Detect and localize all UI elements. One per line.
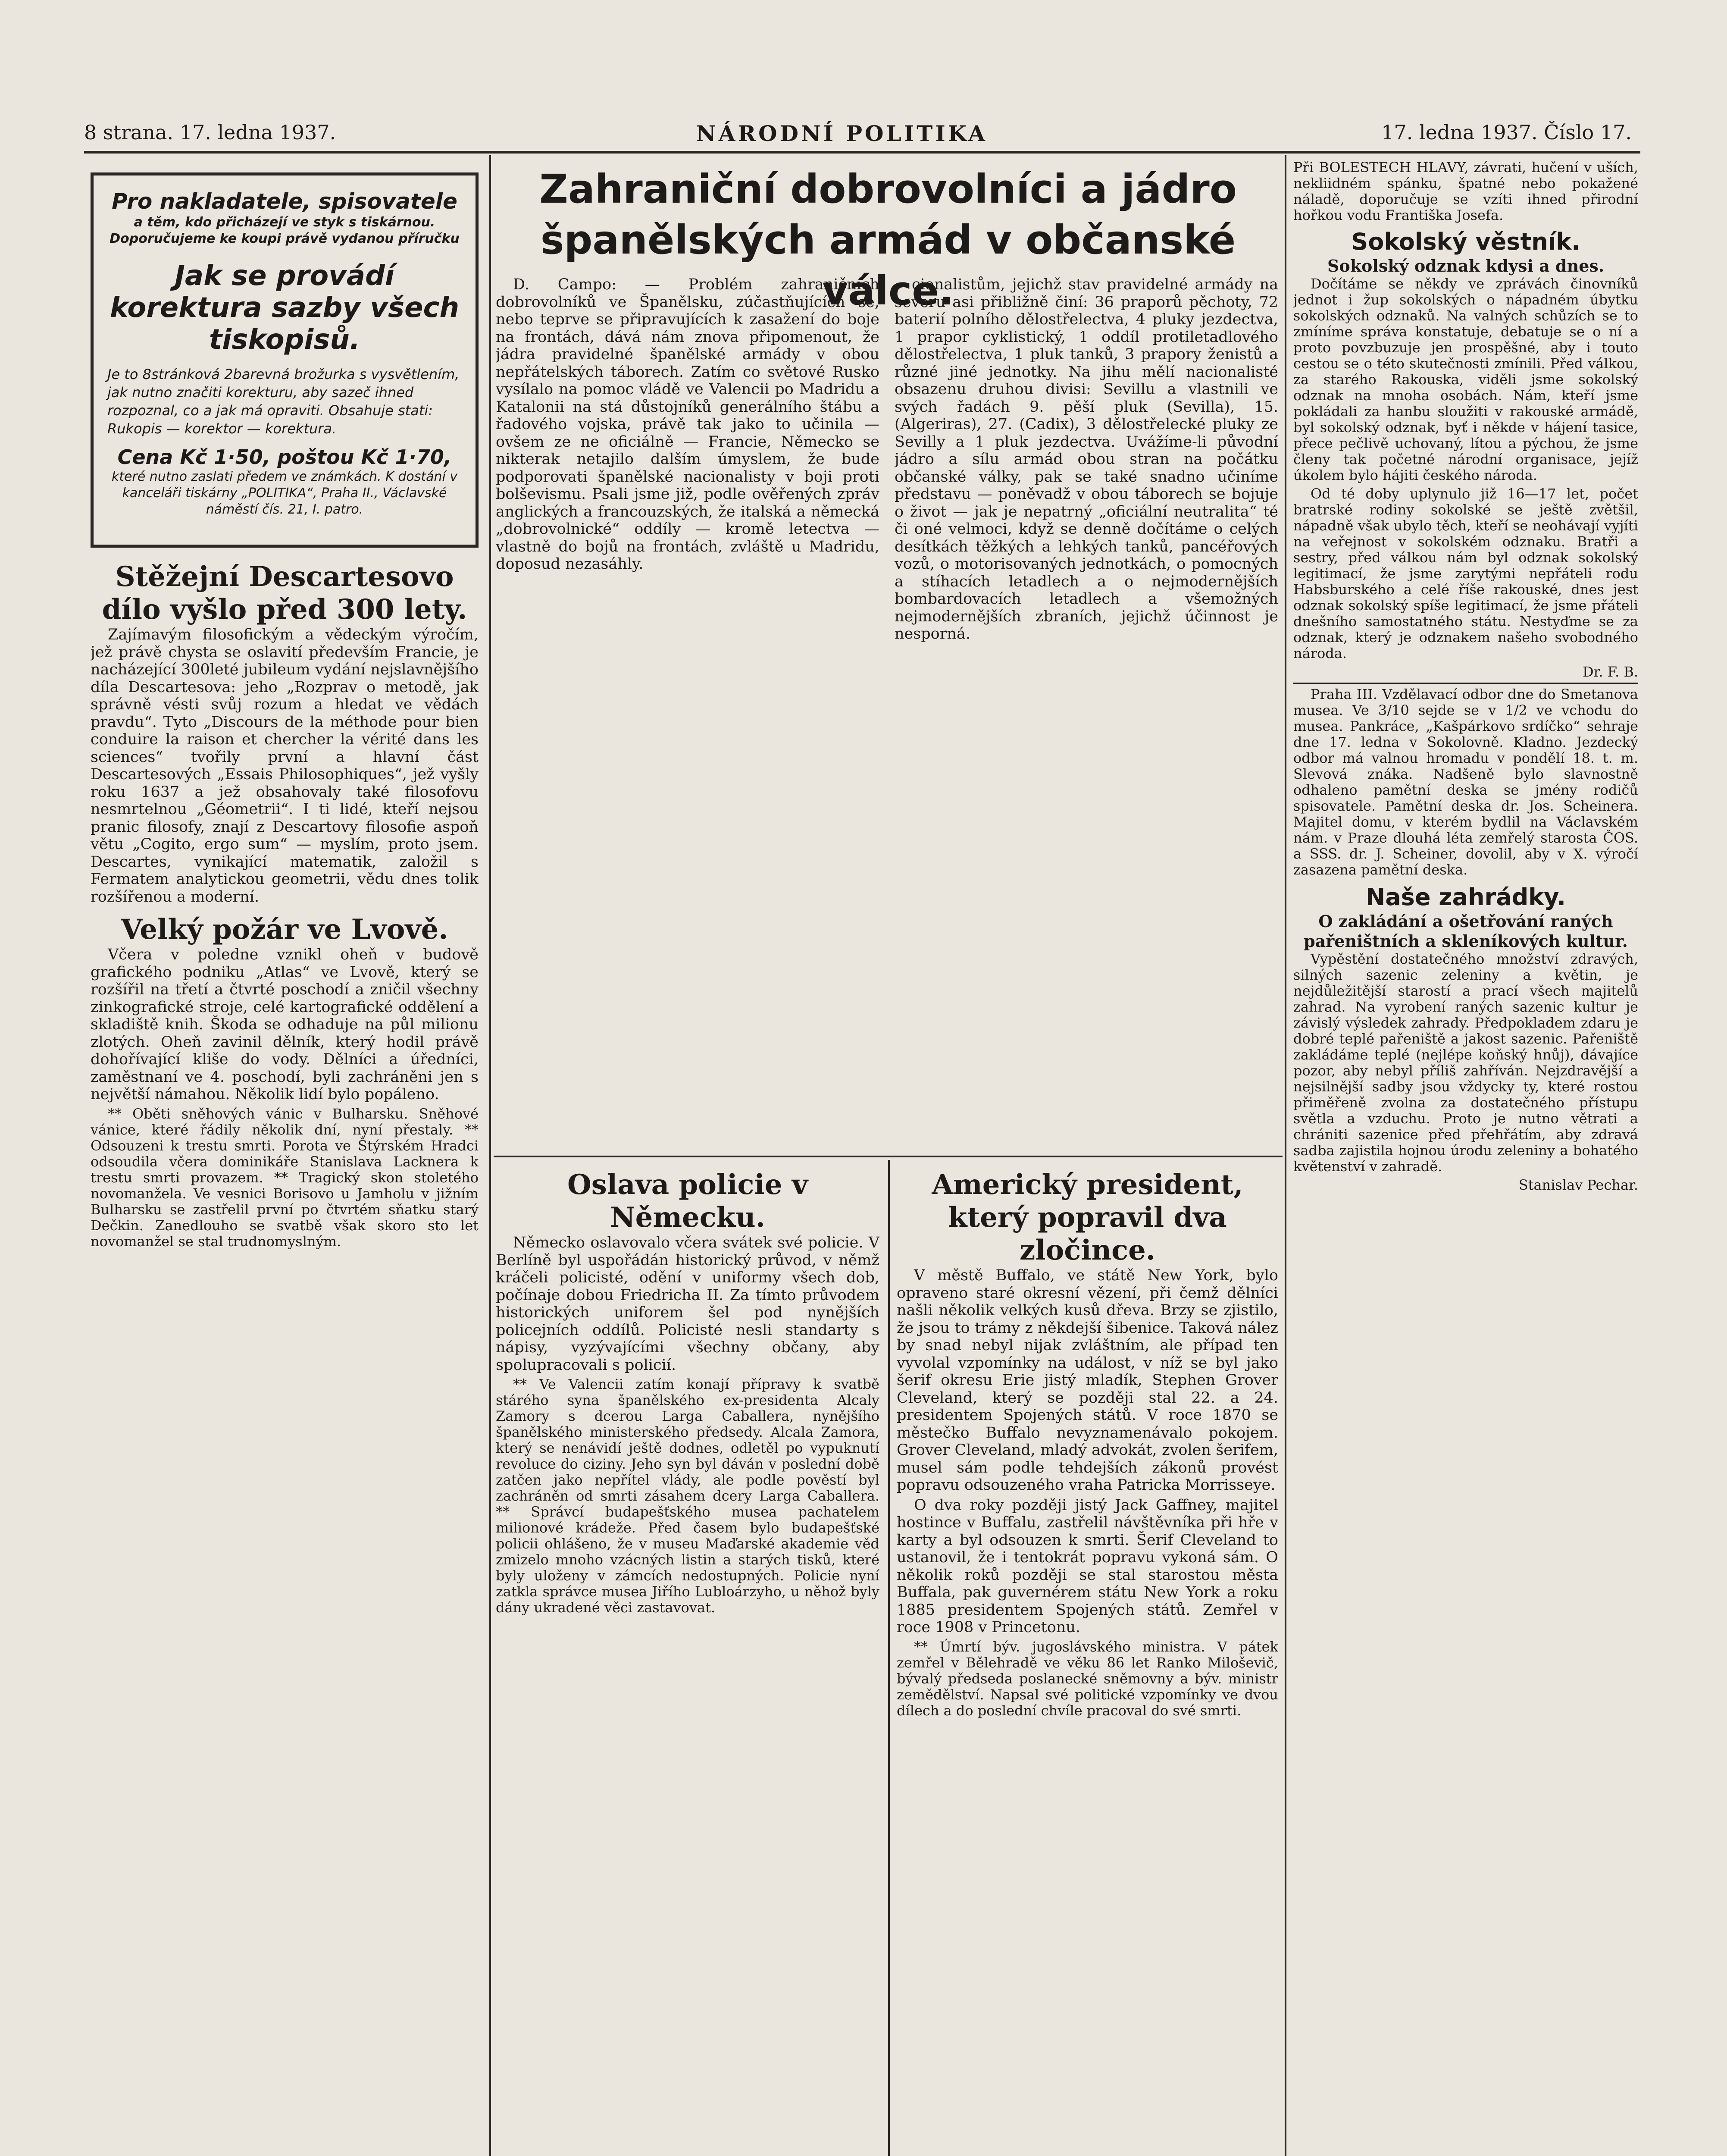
police-headline: Oslava policie v Německu. [567, 1169, 808, 1234]
minister-brief: ** Úmrtí býv. jugoslávského ministra. V pátek zemřel v Bělehradě ve věku 86 let Ranko Miloševič, bývalý předseda poslanecké sněmovny a býv. ministr zemědělství. Napsal své politické vzpomínky ve dvou dílech a do poslední chvíle pracoval do své smrti. [897, 1638, 1278, 1719]
section-rule-middle [494, 1156, 1283, 1157]
main-article-text-right: cionalistům, jejichž stav pravidelné armády na severu asi přibližně činí: 36 praporů pěchoty, 72 baterií polního dělostřelectva, 4 pluky jezdectva, 1 prapor cyklistický, 1 oddíl protiletadlového dělostřelectva, 1 pluk tanků, 3 prapory ženistů a různé jiné jednotky. Na jihu mělí nacionalisté obsazenu druhou divisi: Sevillu a vlastnili ve svých řadách 9. pěší pluk (Sevilla), 15. (Algeriras), 27. (Cadix), 3 dělostřelecké pluky ze Sevilly a 1 pluk jezdectva. Uvážíme-li původní jádro a sílu armád obou stran na počátku občanské války, pak se také snadno učiníme představu — poněvadž v obou táborech se bojuje o život — jak je nepatrný „oficiální neutralita“ té či oné velmoci, když se denně dočítáme o celých desítkách těžkých a lehkých tanků, pancéřových vozů, o motorisovaných jednotkách, o pomocných a stíhacích letadlech a o nejmodernějších bombardovacích letadlech a všemožných nejmodernějších zbraních, jejichž účinnost je nesporná. [895, 276, 1278, 642]
ad-title: Jak se provádí korektura sazby všech tiskopisů. [110, 260, 460, 356]
masthead-page-date: 8 strana. 17. ledna 1937. [84, 121, 336, 144]
descartes-headline: Stěžejní Descartesovo dílo vyšlo před 300 lety. [102, 561, 467, 626]
valencia-briefs: ** Ve Valencii zatím konají přípravy k svatbě stárého syna španělského ex-presidenta Alcaly Zamory s dcerou Larga Caballera, nynějšího španělského ministerského předsedy. Alcala Zamora, který se nenávidí ještě dodnes, odletěl po vypuknutí revoluce do ciziny. Jeho syn byl dáván v poslední době zatčen jako nepřítel vlády, ale podle pověstí byl zachráněn od smrti zásahem dcery Larga Caballera. ** Správcí budapešťského musea pachatelem milionové krádeže. Před časem bylo budapešťské policii ohlášeno, že v museu Maďarské akademie věd zmizelo mnoho vzácných listin a starých tisků, které byly uloženy v zámcích nedostupných. Policie nyní zatkla správce musea Jiřího Lubloárzyho, u něhož byly dány ukradené věci zastavovat. [496, 1376, 879, 1616]
main-headline: Zahraniční dobrovolníci a jádro španělských armád v občanské válce. [539, 166, 1237, 314]
sokol-headline: Sokolský věstník. [1351, 228, 1580, 255]
fire-headline: Velký požár ve Lvově. [121, 913, 448, 946]
ad-price: Cena Kč 1·50, poštou Kč 1·70, [117, 445, 452, 469]
sokol-rule [1293, 683, 1638, 684]
masthead [84, 121, 1640, 151]
sokol-signature: Dr. F. B. [1582, 664, 1638, 680]
masthead-rule [84, 151, 1640, 154]
ad-headline: Pro nakladatele, spisovatele [112, 189, 457, 214]
garden-signature: Stanislav Pechar. [1518, 1177, 1638, 1193]
garden-article: Vypěstění dostatečného množství zdravých, silných sazenic zeleniny a květin, je nejdůležitější starostí a prací všech majitelů zahrad. Na vyrobení raných sazenic kultur je závislý výsledek zahrady. Předpokladem zdaru je dobré teplé pařeniště a jakost sazenic. Pařeniště zakládáme teplé (nejlépe koňský hnůj), dávajíce pozor, aby nebyl příliš zahříván. Nejzdravější a nejsilnější sadby jsou vždycky ty, které rostou přiměřeně zvolna za dostatečného přístupu světla a vzduchu. Proto je nutno větrati a chrániti sazenice před přehřátím, aby zdravá sadba zajistila hojnou úrodu zeleniny a bohatého květenství v zahradě. [1293, 951, 1638, 1175]
column-rule-2 [888, 1160, 890, 2156]
sokol-article: Dočítáme se někdy ve zprávách činovníků jednot i žup sokolských o nápadném úbytku sokolských odznaků. Na valných schůzích se to zmíníme správa konstatuje, debatuje se o ní a proto povzbuzuje jen prospěšné, aby i touto cestou se o této skutečnosti zmínili. Před válkou, za starého Rakouska, viděli jsme sokolský odznak na mnoha osobách. Nám, kteří jsme pokládali za hanbu sloužiti v rakouské armádě, byl sokolský odznak, byť i někde v hájení tasice, přece pečlivě uchovaný, lítou a pýchou, že jsme členy tak početné národní organisace, jejíž úkolem bylo hájiti českého národa. [1293, 276, 1638, 483]
masthead-date-issue: 17. ledna 1937. Číslo 17. [1381, 121, 1632, 144]
ad-intro: a těm, kdo přicházejí ve styk s tiskárnou. Doporučujeme ke koupi právě vydanou příručku [110, 215, 460, 246]
main-article-text-left: D. Campo: — Problém zahraničních dobrovolníků ve Španělsku, zúčastňujících se, nebo teprve se připravujících k zasažení do boje na frontách, dává nám znova připomenout, že jádra pravidelné španělské armády v obou nepřátelských táborech. Zatím co světové Rusko vysílalo na pomoc vládě ve Valencii po Madridu a Katalonii na stá důstojníků generálního štábu a řadového vojska, právě tak jako to učinila — ovšem ze ne oficiálně — Francie, Německo se nikterak netajilo dalším úmyslem, že bude podporovati španělské nacionalisty v boji proti bolševismu. Psali jsme již, podle ověřených zpráv anglických a francouzských, že italská a německá „dobrovolnické“ oddíly — kromě letectva — vlastně do bojů na frontách, zvláště u Madridu, doposud nezasáhly. [496, 276, 879, 573]
garden-subheadline: O zakládání a ošetřování raných pařeništních a skleníkových kultur. [1304, 912, 1628, 951]
franz-josef-water-ad: Při BOLESTECH HLAVY, závrati, hučení v uších, nekliidném spánku, špatné nebo pokažené náladě, doporučuje se vzíti ihned přirodní hořkou vodu Františka Josefa. [1293, 160, 1638, 223]
fire-article: Včera v poledne vznikl oheň v budově grafického podniku „Atlas“ ve Lvově, který se rozšířil na třetí a čtvrté poschodí a zničil všechny zinkografické stroje, celé kartografické oddělení a skladiště knih. Škoda se odhaduje na půl milionu zlotých. Oheň zavinil dělník, který hodil právě dohořívající kliše do vody. Dělníci a úředníci, zaměstnaní ve 4. poschodí, byli zachráněni jen s největší námahou. Několik lidí bylo popáleno. [91, 946, 479, 1103]
police-article: Německo oslavovalo včera svátek své policie. V Berlíně byl uspořádán historický průvod, v němž kráčeli policisté, odění v uniformy všech dob, počínaje dobou Friedricha II. Za tímto průvodem historických uniforem šel pod nynějších policejních oddílů. Policisté nesli standarty s nápisy, vyzývajícími všechny občany, aby spolupracovali s policií. [496, 1234, 879, 1374]
sokol-article-continued: Od té doby uplynulo již 16—17 let, počet bratrské rodiny sokolské se ještě zvětšil, nápadně však ubylo těch, kteří se neohávají vyjíti na veřejnost v sokolském odznaku. Bratři a sestry, před válkou nám byl odznak sokolský legitimací, že jsme zarytými nepřáteli rodu Habsburského a celé říše rakouské, dnes jest odznak sokolský spíše legitimací, že jsme přáteli dnešního samostatného státu. Nestyďme se za odznak, který je odznakem našeho svobodného národa. [1293, 486, 1638, 661]
column-rule-1 [489, 155, 491, 2156]
publisher-advert [91, 172, 479, 548]
president-headline: Americký president, který popravil dva zločince. [932, 1169, 1243, 1266]
sokol-subheadline: Sokolský odznak kdysi a dnes. [1327, 256, 1605, 276]
president-article-continued: O dva roky později jistý Jack Gaffney, majitel hostince v Buffalu, zastřelil návštěvníka při hře v karty a byl odsouzen k smrti. Šerif Cleveland to ustanovil, že i tentokrát popravu vykoná sám. O několik roků později se stal starostou města Buffala, pak guvernérem státu New York a roku 1885 presidentem Spojených států. Zemřel v roce 1908 v Princetonu. [897, 1496, 1278, 1636]
descartes-article: Zajímavým filosofickým a vědeckým výročím, jež právě chysta se oslavití především Francie, je nacházející 300leté jubileum vydání nejslavnějšího díla Descartesova: jeho „Rozprav o metodě, jak správně vésti svůj rozum a hledat ve vědách pravdu“. Tyto „Discours de la méthode pour bien conduire la raison et chercher la vérité dans les sciences“ tvořily první a hlavní část Descartesových „Essais Philosophiques“, jež vyšly roku 1637 a jež obsahovaly také filosofovu nesmrtelnou „Géometrii“. I ti lidé, kteří nejsou pranic filosofy, znají z Descartovy filosofie aspoň větu „Cogito, ergo sum“ — myslím, proto jsem. Descartes, vynikající matematik, založil s Fermatem analytickou geometrii, vědu dnes tolik rozšířenou a moderní. [91, 626, 479, 906]
column-4 [1293, 160, 1638, 2156]
ad-description: Je to 8stránková 2barevná brožurka s vysvětlením, jak nutno značiti korekturu, aby sazeč ihned rozpoznal, co a jak má opraviti. Obsahuje stati: Rukopis — korektor — korektura. [107, 366, 460, 437]
masthead-title: NÁRODNÍ POLITIKA [696, 121, 988, 146]
sokol-notices: Praha III. Vzdělavací odbor dne do Smetanova musea. Ve 3/10 sejde se v 1/2 ve vchodu do musea. Pankráce, „Kašpárkovo srdíčko“ sehraje dne 17. ledna v Sokolovně. Kladno. Jezdecký odbor má valnou hromadu v pondělí 18. t. m. Slevová znáka. Nadšeně bylo slavnostně odhaleno pamětní deska se jmény rodičů spisovatele. Pamětní deska dr. Jos. Scheinera. Majitel domu, v kterém bydlil na Václavském nám. v Praze dlouhá léta zemřelý starosta ČOS. a SSS. dr. J. Scheiner, dovolil, aby v X. výročí zasazena pamětní deska. [1293, 686, 1638, 878]
president-article: V městě Buffalo, ve státě New York, bylo opraveno staré okresní vězení, při čemž dělníci našli několik velkých kusů dřeva. Brzy se zjistilo, že jsou to trámy z někdejší šibenice. Taková nález by snad nebyl nijak zvláštním, ale případ ten vyvolal vzpomínky na událost, v níž se byl jako šerif okresu Erie jistý mladík, Stephen Grover Cleveland, který se později stal 22. a 24. presidentem Spojených států. V roce 1870 se městečko Buffalo nevyznamenávalo pokojem. Grover Cleveland, mladý advokát, zvolen šerifem, musel sám podle tehdejších zákonů provést popravu odsouzeného vraha Patricka Morrisseye. [897, 1267, 1278, 1494]
column-2-lower [496, 1169, 879, 2156]
garden-headline: Naše zahrádky. [1366, 884, 1566, 911]
column-1 [91, 561, 479, 2156]
ad-contact: které nutno zaslati předem ve známkách. K dostání v kanceláři tiskárny „POLITIKA“, Praha II., Václavské náměstí čís. 21, I. patro. [111, 469, 458, 517]
main-article [496, 164, 1280, 1151]
news-briefs: ** Oběti sněhových vánic v Bulharsku. Sněhové vánice, které řádily několik dní, nyní přestaly. ** Odsouzeni k trestu smrti. Porota ve Štýrském Hradci odsoudila včera dominikáře Stanislava Lacknera k trestu smrti provazem. ** Tragický skon stoletého novomanžela. Ve vesnici Borisovo u Jamholu v jižním Bulharsku se zastřelil první po čtvrtém sňatku starý Dečkin. Zanedlouho se svatbě však skoro sto let novomanžel se stal trudnomyslným. [91, 1105, 479, 1250]
column-3-lower [897, 1169, 1278, 2156]
column-rule-3 [1285, 155, 1286, 2156]
